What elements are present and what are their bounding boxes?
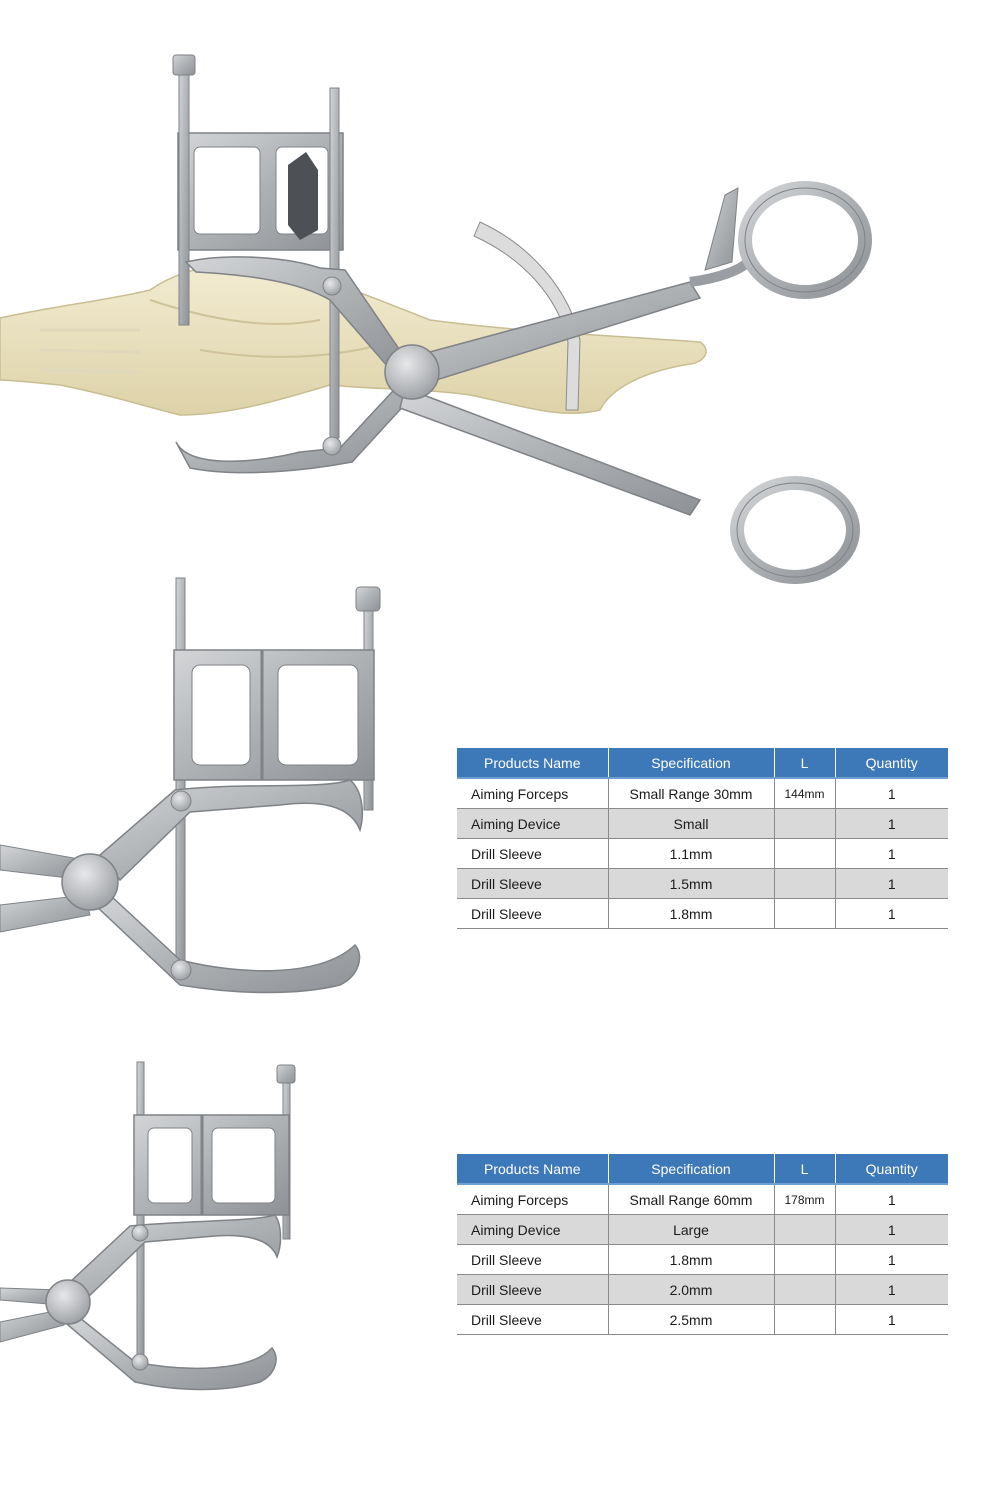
cell-specification: 2.5mm xyxy=(608,1305,774,1335)
cell-quantity: 1 xyxy=(835,1184,948,1215)
col-header-quantity: Quantity xyxy=(835,748,948,778)
table-row xyxy=(457,1275,948,1305)
cell-specification: Small xyxy=(608,809,774,839)
cell-specification: 2.0mm xyxy=(608,1275,774,1305)
cell-specification: Large xyxy=(608,1215,774,1245)
col-header-specification: Specification xyxy=(608,1154,774,1184)
table-row xyxy=(457,1215,948,1245)
forceps-on-bone-photo xyxy=(0,55,865,577)
cell-product-name: Drill Sleeve xyxy=(457,1275,608,1305)
cell-product-name: Drill Sleeve xyxy=(457,1245,608,1275)
cell-length xyxy=(774,869,835,899)
col-header-products-name: Products Name xyxy=(457,1154,608,1184)
cell-product-name: Drill Sleeve xyxy=(457,869,608,899)
spec-table-large-range xyxy=(457,1154,948,1335)
table-row xyxy=(457,778,948,809)
cell-length xyxy=(774,1305,835,1335)
cell-length xyxy=(774,839,835,869)
table-row xyxy=(457,899,948,929)
cell-product-name: Aiming Device xyxy=(457,809,608,839)
cell-length: 144mm xyxy=(774,778,835,809)
cell-specification: 1.8mm xyxy=(608,899,774,929)
cell-product-name: Aiming Forceps xyxy=(457,1184,608,1215)
col-header-products-name: Products Name xyxy=(457,748,608,778)
cell-quantity: 1 xyxy=(835,778,948,809)
cell-quantity: 1 xyxy=(835,839,948,869)
table-row xyxy=(457,869,948,899)
table-row xyxy=(457,1245,948,1275)
col-header-length: L xyxy=(774,748,835,778)
table-header-row xyxy=(457,748,948,778)
cell-quantity: 1 xyxy=(835,1305,948,1335)
small-range-forceps-photo xyxy=(0,578,380,993)
cell-length xyxy=(774,1245,835,1275)
cell-specification: 1.8mm xyxy=(608,1245,774,1275)
cell-quantity: 1 xyxy=(835,809,948,839)
cell-quantity: 1 xyxy=(835,899,948,929)
cell-product-name: Drill Sleeve xyxy=(457,839,608,869)
col-header-length: L xyxy=(774,1154,835,1184)
col-header-quantity: Quantity xyxy=(835,1154,948,1184)
col-header-specification: Specification xyxy=(608,748,774,778)
cell-length xyxy=(774,809,835,839)
cell-product-name: Drill Sleeve xyxy=(457,899,608,929)
table-row xyxy=(457,1305,948,1335)
table-row xyxy=(457,839,948,869)
cell-length: 178mm xyxy=(774,1184,835,1215)
cell-quantity: 1 xyxy=(835,1245,948,1275)
large-range-forceps-photo xyxy=(0,1062,295,1390)
cell-product-name: Drill Sleeve xyxy=(457,1305,608,1335)
cell-quantity: 1 xyxy=(835,1275,948,1305)
table-row xyxy=(457,809,948,839)
cell-product-name: Aiming Device xyxy=(457,1215,608,1245)
table-row xyxy=(457,1184,948,1215)
cell-quantity: 1 xyxy=(835,1215,948,1245)
cell-length xyxy=(774,1275,835,1305)
cell-specification: Small Range 60mm xyxy=(608,1184,774,1215)
cell-product-name: Aiming Forceps xyxy=(457,778,608,809)
spec-table-small-range xyxy=(457,748,948,929)
table-header-row xyxy=(457,1154,948,1184)
cell-specification: 1.1mm xyxy=(608,839,774,869)
cell-specification: Small Range 30mm xyxy=(608,778,774,809)
cell-length xyxy=(774,1215,835,1245)
cell-quantity: 1 xyxy=(835,869,948,899)
cell-specification: 1.5mm xyxy=(608,869,774,899)
cell-length xyxy=(774,899,835,929)
